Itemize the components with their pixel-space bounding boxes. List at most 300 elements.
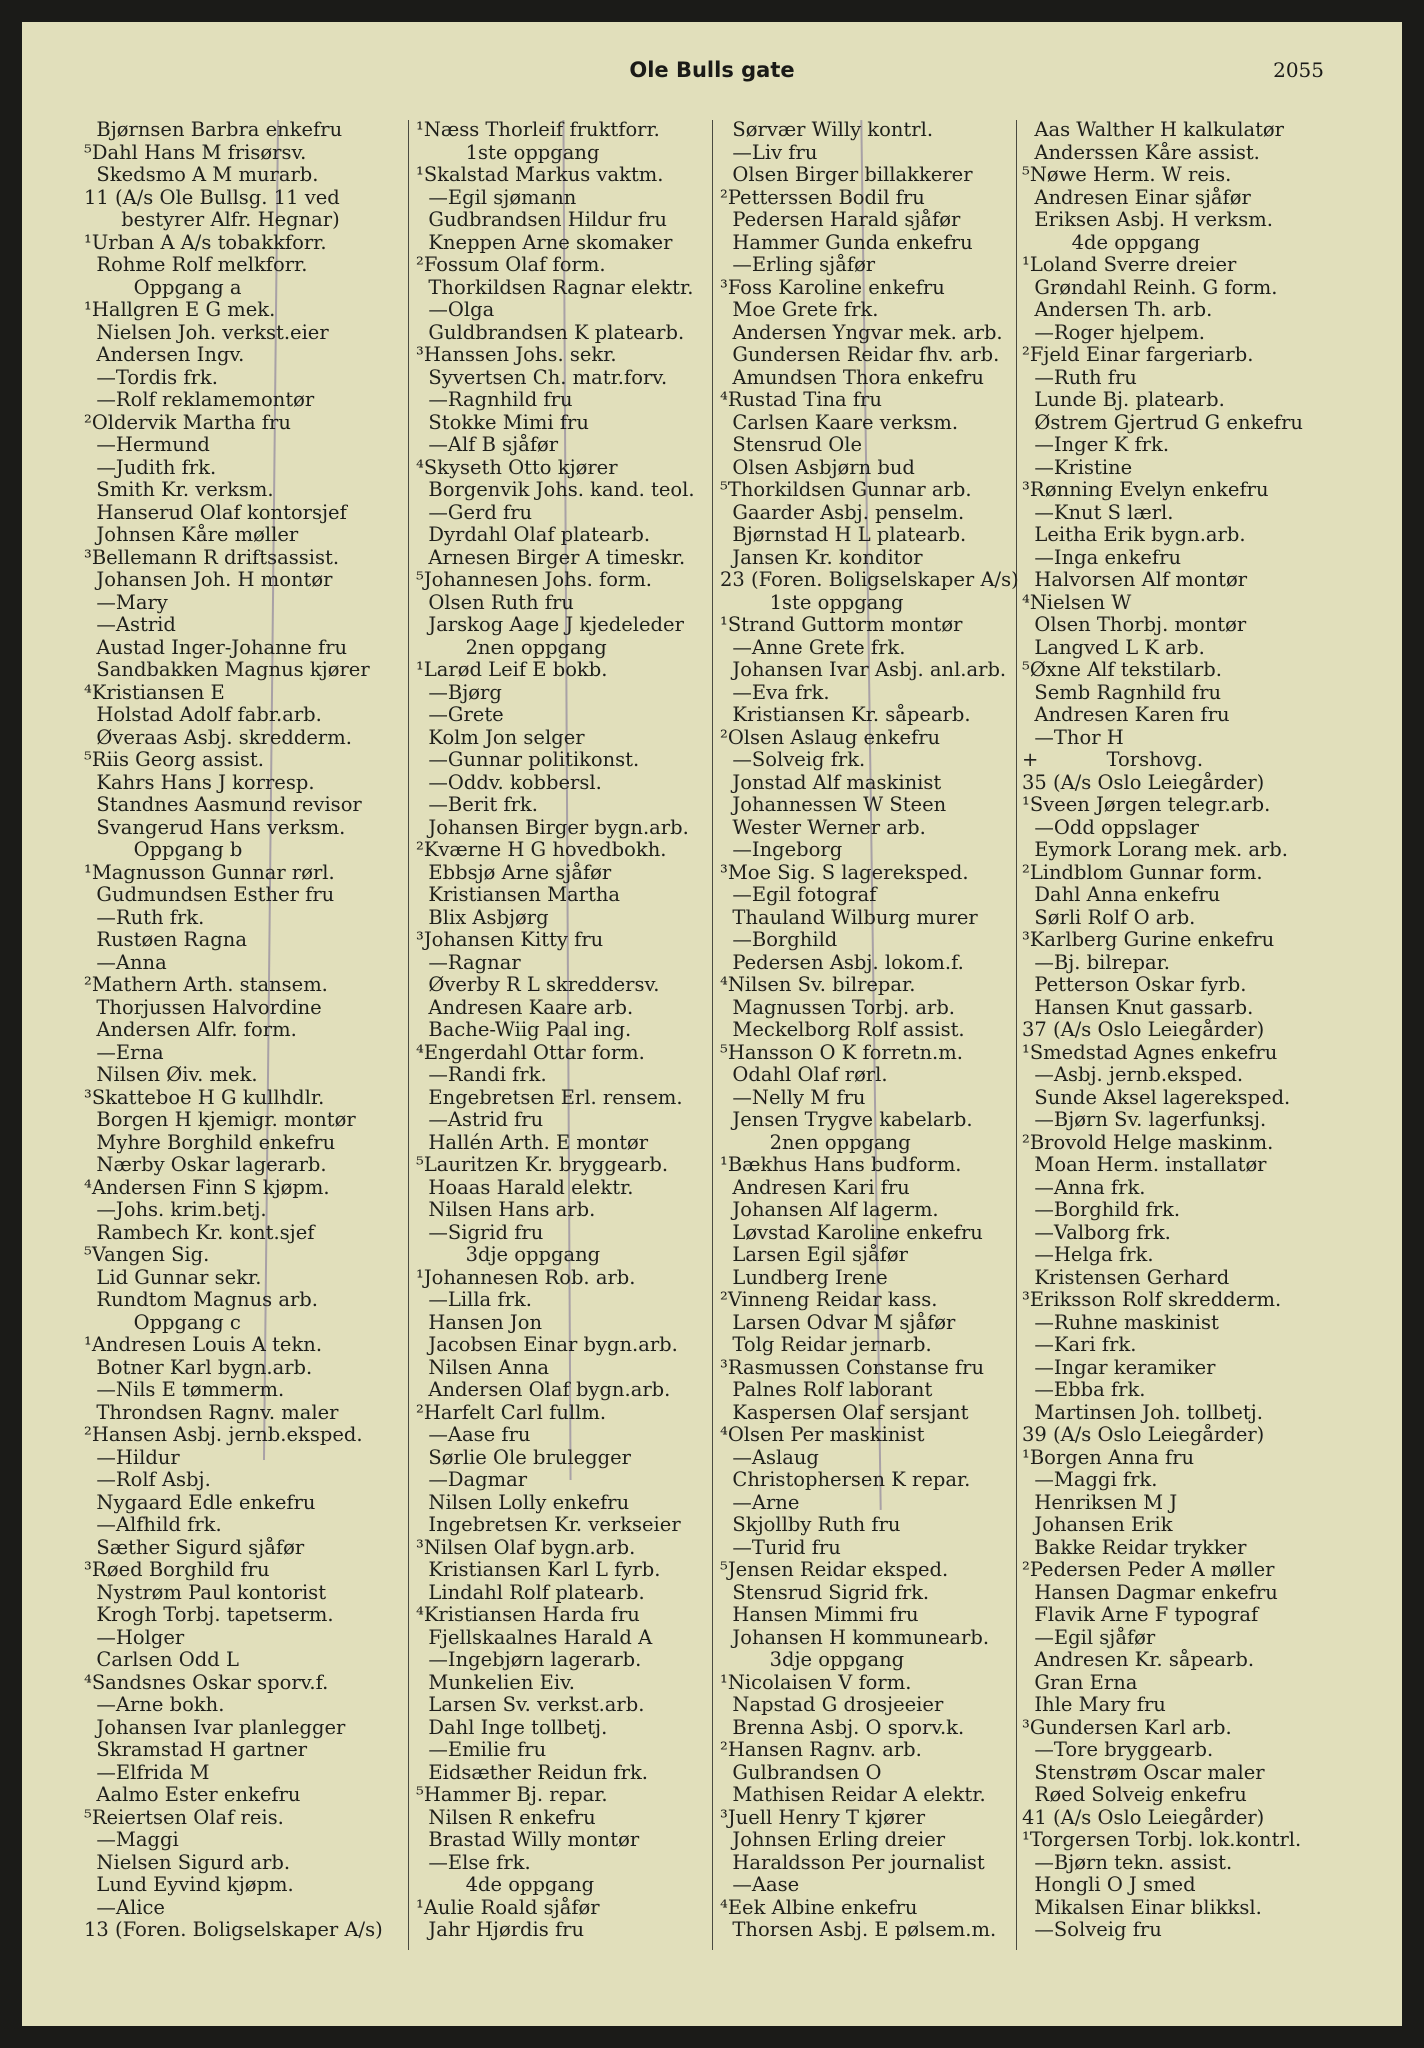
directory-entry: —Ragnar [416,950,521,974]
directory-entry: Johannessen W Steen [720,793,947,816]
directory-entry: —Hermund [84,433,210,456]
directory-entry: 3dje oppgang [416,1243,601,1266]
directory-entry: ²Pedersen Peder A møller [1022,1558,1275,1581]
directory-entry: —Gerd fru [416,500,533,524]
directory-entry: —Gunnar politikonst. [416,748,640,771]
directory-entry: Sunde Aksel lagereksped. [1022,1085,1291,1109]
directory-entry: 3dje oppgang [720,1648,905,1671]
directory-entry: Andresen Kari fru [720,1175,910,1199]
directory-entry: Moe Grete frk. [720,298,879,321]
directory-entry: Pedersen Harald sjåfør [720,208,961,231]
directory-entry: bestyrer Alfr. Hegnar) [84,208,340,231]
directory-entry: Johnsen Erling dreier [720,1828,946,1851]
directory-entry: —Aase fru [416,1423,531,1446]
directory-entry: ⁵Vangen Sig. [84,1243,210,1266]
directory-entry: ³Foss Karoline enkefru [720,275,945,299]
directory-entry: 11 (A/s Ole Bullsg. 11 ved [84,185,340,209]
directory-entry: Borgenvik Johs. kand. teol. [416,478,695,501]
directory-entry: Gran Erna [1022,1670,1138,1694]
directory-entry: Rustøen Ragna [84,928,247,951]
directory-entry: Nilsen R enkefru [416,1805,596,1829]
directory-entry: Blix Asbjørg [416,905,549,929]
page-number: 2055 [1273,58,1324,82]
directory-entry: —Maggi frk. [1022,1468,1158,1491]
directory-entry: ⁵Hansson O K forretn.m. [720,1040,963,1064]
directory-entry: Lundberg Irene [720,1265,888,1289]
directory-entry: —Borghild [720,928,838,951]
column-1 [84,119,383,1942]
directory-entry: Øverby R L skreddersv. [416,973,660,996]
directory-entry: 4de oppgang [416,1873,595,1896]
directory-entry: Skramstad H gartner [84,1738,308,1761]
directory-entry: ⁵Reiertsen Olaf reis. [84,1805,284,1829]
directory-entry: Nygaard Edle enkefru [84,1490,316,1514]
directory-entry: Amundsen Thora enkefru [720,365,984,389]
directory-entry: Andresen Karen fru [1022,703,1230,726]
directory-entry: 23 (Foren. Boligselskaper A/s) [720,568,1019,591]
directory-entry: —Ruth frk. [84,905,205,929]
directory-entry: ¹Aulie Roald sjåfør [416,1895,600,1919]
directory-entry: Holstad Adolf fabr.arb. [84,703,322,726]
directory-entry: Skedsmo A M murarb. [84,163,319,186]
directory-entry: Nærby Oskar lagerarb. [84,1153,327,1176]
directory-entry: 1ste oppgang [416,140,600,164]
directory-entry: ¹Smedstad Agnes enkefru [1022,1040,1278,1064]
directory-entry: Andersen Th. arb. [1022,298,1213,321]
directory-entry: —Ebba frk. [1022,1378,1146,1401]
directory-entry: —Egil sjåfør [1022,1625,1156,1649]
directory-entry: —Eva frk. [720,680,830,704]
directory-entry: Gudmundsen Esther fru [84,883,335,906]
directory-entry: Rohme Rolf melkforr. [84,253,308,276]
directory-entry: —Borghild frk. [1022,1198,1181,1221]
directory-entry: Øveraas Asbj. skredderm. [84,725,352,749]
directory-entry: Johansen Birger bygn.arb. [416,815,689,839]
directory-entry: Stenstrøm Oscar maler [1022,1760,1265,1784]
directory-entry: Røed Solveig enkefru [1022,1783,1247,1806]
directory-entry: Tolg Reidar jernarb. [720,1333,932,1356]
directory-entry: Johnsen Kåre møller [84,523,299,546]
directory-entry: ⁵Jensen Reidar eksped. [720,1558,949,1581]
directory-entry: —Thor H [1022,725,1124,749]
directory-entry: Stensrud Ole [720,433,863,456]
directory-entry: Jensen Trygve kabelarb. [720,1108,973,1131]
directory-entry: ²Mathern Arth. stansem. [84,973,328,996]
directory-entry: Kahrs Hans J korresp. [84,770,315,794]
directory-entry: Napstad G drosjeeier [720,1693,944,1716]
directory-entry: ¹Loland Sverre dreier [1022,253,1237,276]
directory-entry: Oppgang a [84,275,242,299]
directory-entry: —Aase [720,1873,800,1896]
directory-entry: —Holger [84,1625,185,1649]
directory-entry: —Odd oppslager [1022,815,1199,839]
directory-entry: ¹Magnusson Gunnar rørl. [84,860,335,884]
directory-entry: —Alfhild frk. [84,1513,222,1536]
directory-entry: Borgen H kjemigr. montør [84,1108,356,1131]
directory-entry: —Ruhne maskinist [1022,1310,1219,1334]
directory-entry: Olsen Thorbj. montør [1022,613,1247,636]
directory-entry: Sandbakken Magnus kjører [84,658,370,681]
directory-entry: Kristiansen Karl L fyrb. [416,1558,661,1581]
directory-entry: Martinsen Joh. tollbetj. [1022,1400,1263,1424]
directory-entry: —Alice [84,1895,165,1919]
directory-entry: ⁵Thorkildsen Gunnar arb. [720,478,972,501]
directory-entry: ³Skatteboe H G kullhdlr. [84,1085,325,1109]
directory-entry: Fjellskaalnes Harald A [416,1625,653,1649]
directory-entry: ³Gundersen Karl arb. [1022,1715,1232,1739]
directory-entry: —Else frk. [416,1850,531,1874]
directory-entry: Kaspersen Olaf sersjant [720,1400,969,1424]
directory-entry: ³Karlberg Gurine enkefru [1022,928,1275,951]
column-divider [408,120,409,1950]
directory-entry: ²Petterssen Bodil fru [720,185,925,209]
directory-entry: —Anne Grete frk. [720,635,906,659]
directory-entry: Nilsen Lolly enkefru [416,1490,630,1514]
directory-entry: —Solveig frk. [720,748,866,771]
directory-entry: Palnes Rolf laborant [720,1378,933,1401]
directory-entry: Munkelien Eiv. [416,1670,575,1694]
directory-entry: Andresen Einar sjåfør [1022,185,1251,209]
directory-entry: ²Fjeld Einar fargeriarb. [1022,343,1254,366]
directory-entry: Hongli O J smed [1022,1873,1196,1896]
directory-entry: —Grete [416,703,504,726]
directory-entry: ²Lindblom Gunnar form. [1022,860,1263,884]
directory-entry: Grøndahl Reinh. G form. [1022,275,1278,299]
directory-entry: ³Eriksson Rolf skredderm. [1022,1288,1282,1311]
directory-entry: Hallén Arth. E montør [416,1130,649,1154]
directory-entry: ³Hanssen Johs. sekr. [416,343,617,366]
directory-entry: Jacobsen Einar bygn.arb. [416,1333,678,1356]
directory-entry: —Elfrida M [84,1760,210,1784]
directory-entry: Christophersen K repar. [720,1468,971,1491]
directory-entry: Kolm Jon selger [416,725,585,749]
directory-entry: ³Nilsen Olaf bygn.arb. [416,1535,636,1559]
directory-entry: ⁴Kristiansen Harda fru [416,1603,640,1626]
directory-entry: Magnussen Torbj. arb. [720,995,956,1019]
directory-entry: Engebretsen Erl. rensem. [416,1085,683,1109]
directory-entry: Andersen Yngvar mek. arb. [720,320,1003,344]
directory-entry: Arnesen Birger A timeskr. [416,545,686,569]
directory-entry: Pedersen Asbj. lokom.f. [720,950,964,974]
directory-entry: Mikalsen Einar blikksl. [1022,1895,1262,1919]
directory-entry: —Astrid fru [416,1108,544,1131]
directory-entry: Andresen Kaare arb. [416,995,634,1019]
directory-entry: Gulbrandsen O [720,1760,882,1784]
directory-entry: Bakke Reidar trykker [1022,1535,1247,1559]
directory-entry: 35 (A/s Oslo Leiegårder) [1022,770,1265,794]
directory-entry: Andersen Olaf bygn.arb. [416,1378,671,1401]
directory-entry: ³Moe Sig. S lagereksped. [720,860,969,884]
directory-entry: ³Juell Henry T kjører [720,1805,926,1829]
directory-entry: —Sigrid fru [416,1220,544,1244]
directory-entry: —Anna [84,950,167,974]
directory-entry: Botner Karl bygn.arb. [84,1355,313,1379]
directory-entry: ²Kværne H G hovedbokh. [416,838,667,861]
directory-entry: Oppgang b [84,838,243,861]
directory-entry: ¹Næss Thorleif fruktforr. [416,118,660,141]
directory-entry: —Ingar keramiker [1022,1355,1216,1379]
directory-entry: ⁴Olsen Per maskinist [720,1423,925,1446]
directory-entry: —Rolf Asbj. [84,1468,211,1491]
directory-entry: Krogh Torbj. tapetserm. [84,1603,334,1626]
directory-entry: ¹Skalstad Markus vaktm. [416,163,664,186]
directory-entry: —Emilie fru [416,1738,547,1761]
directory-entry: 39 (A/s Oslo Leiegårder) [1022,1423,1265,1446]
column-4 [1022,119,1303,1942]
directory-entry: —Ingeborg [720,838,843,861]
directory-entry: Nielsen Joh. verkst.eier [84,320,329,344]
directory-entry: ²Olsen Aslaug enkefru [720,725,941,749]
directory-entry: 41 (A/s Oslo Leiegårder) [1022,1805,1265,1829]
directory-entry: 13 (Foren. Boligselskaper A/s) [84,1918,383,1941]
directory-entry: Brastad Willy montør [416,1828,640,1851]
directory-entry: Eriksen Asbj. H verksm. [1022,208,1273,231]
directory-entry: ³Røed Borghild fru [84,1558,270,1581]
directory-entry: —Bjørn tekn. assist. [1022,1850,1233,1874]
directory-entry: ¹Johannesen Rob. arb. [416,1265,636,1289]
directory-entry: Sæther Sigurd sjåfør [84,1535,305,1559]
directory-entry: Thorsen Asbj. E pølsem.m. [720,1918,997,1941]
page-title: Ole Bulls gate [629,58,795,82]
directory-entry: —Nelly M fru [720,1085,866,1109]
directory-entry: Lund Eyvind kjøpm. [84,1873,294,1896]
directory-entry: Petterson Oskar fyrb. [1022,973,1247,996]
directory-entry: Jansen Kr. konditor [720,545,923,569]
directory-entry: —Kristine [1022,455,1133,479]
directory-entry: Østrem Gjertrud G enkefru [1022,410,1303,434]
directory-entry: Brenna Asbj. O sporv.k. [720,1715,965,1739]
directory-entry: ²Harfelt Carl fullm. [416,1400,607,1424]
directory-entry: —Lilla frk. [416,1288,532,1311]
directory-entry: 1ste oppgang [720,590,904,614]
directory-entry: —Solveig fru [1022,1918,1162,1941]
directory-entry: ²Oldervik Martha fru [84,410,291,434]
directory-entry: Olsen Asbjørn bud [720,455,915,479]
directory-entry: Bjørnstad H L platearb. [720,523,967,546]
directory-entry: ³Bellemann R driftsassist. [84,545,340,569]
directory-entry: —Tore bryggearb. [1022,1738,1214,1761]
directory-entry: Rambech Kr. kont.sjef [84,1220,315,1244]
directory-entry: Austad Inger-Johanne fru [84,635,348,659]
directory-entry: Mathisen Reidar A elektr. [720,1783,986,1806]
directory-entry: 37 (A/s Oslo Leiegårder) [1022,1018,1265,1041]
directory-entry: ¹Urban A A/s tobakkforr. [84,230,327,254]
directory-entry: Gudbrandsen Hildur fru [416,208,667,231]
directory-entry: ⁴Skyseth Otto kjører [416,455,618,479]
directory-entry: Semb Ragnhild fru [1022,680,1222,704]
directory-entry: Throndsen Ragnv. maler [84,1400,339,1424]
directory-entry: ¹Bækhus Hans budform. [720,1153,962,1176]
directory-entry: Nilsen Hans arb. [416,1198,596,1221]
directory-entry: ²Hansen Asbj. jernb.eksped. [84,1423,363,1446]
directory-entry: —Aslaug [720,1445,819,1469]
directory-entry: ²Vinneng Reidar kass. [720,1288,938,1311]
directory-entry: —Turid fru [720,1535,841,1559]
directory-entry: Hammer Gunda enkefru [720,230,973,254]
directory-entry: —Olga [416,298,495,321]
directory-entry: —Randi frk. [416,1063,547,1086]
directory-entry: Hansen Jon [416,1310,543,1334]
directory-entry: Moan Herm. installatør [1022,1153,1267,1176]
column-divider [712,120,713,1950]
directory-entry: Kristensen Gerhard [1022,1265,1230,1289]
directory-entry: ¹Torgersen Torbj. lok.kontrl. [1022,1828,1302,1851]
directory-entry: Stensrud Sigrid frk. [720,1580,930,1604]
directory-entry: —Bj. bilrepar. [1022,950,1170,974]
directory-entry: ⁴Andersen Finn S kjøpm. [84,1175,330,1199]
directory-entry: —Johs. krim.betj. [84,1198,267,1221]
directory-entry: Flavik Arne F typograf [1022,1603,1259,1626]
directory-entry: Olsen Birger billakkerer [720,163,973,186]
directory-entry: Larsen Sv. verkst.arb. [416,1693,645,1716]
directory-entry: 2nen oppgang [416,635,607,659]
directory-entry: Eymork Lorang mek. arb. [1022,838,1288,861]
directory-entry: Rundtom Magnus arb. [84,1288,318,1311]
directory-entry: 4de oppgang [1022,230,1201,254]
directory-entry: ⁴Rustad Tina fru [720,388,882,411]
directory-entry: —Erna [84,1040,164,1064]
directory-entry: —Dagmar [416,1468,528,1491]
directory-entry: ¹Nicolaisen V form. [720,1670,912,1694]
directory-entry: ⁵Hammer Bj. repar. [416,1783,608,1806]
directory-entry: Larsen Odvar M sjåfør [720,1310,956,1334]
directory-entry: ²Brovold Helge maskinm. [1022,1130,1274,1154]
directory-entry: Aalmo Ester enkefru [84,1783,301,1806]
directory-entry: Johansen Alf lagerm. [720,1198,939,1221]
directory-entry: Carlsen Kaare verksm. [720,410,959,434]
directory-entry: —Anna frk. [1022,1175,1146,1199]
directory-entry: ⁵Øxne Alf tekstilarb. [1022,658,1222,681]
directory-entry: —Judith frk. [84,455,217,479]
column-3 [720,119,1019,1942]
directory-entry: —Egil fotograf [720,883,877,906]
directory-entry: ¹Larød Leif E bokb. [416,658,608,681]
directory-entry: ³Johansen Kitty fru [416,928,604,951]
directory-entry: —Egil sjømann [416,185,577,209]
directory-entry: Hansen Dagmar enkefru [1022,1580,1278,1604]
directory-entry: Ingebretsen Kr. verkseier [416,1513,681,1536]
directory-entry: Thorkildsen Ragnar elektr. [416,275,694,299]
directory-entry: Larsen Egil sjåfør [720,1243,908,1266]
directory-entry: Standnes Aasmund revisor [84,793,362,816]
directory-entry: ⁵Lauritzen Kr. bryggearb. [416,1153,669,1176]
directory-entry: Eidsæther Reidun frk. [416,1760,648,1784]
directory-entry: —Ingebjørn lagerarb. [416,1648,642,1671]
directory-entry: Svangerud Hans verksm. [84,815,346,839]
directory-entry: Nilsen Anna [416,1355,550,1379]
directory-entry: Johansen Erik [1022,1513,1173,1536]
directory-entry: —Bjørn Sv. lagerfunksj. [1022,1108,1267,1131]
directory-entry: Sørlie Ole brulegger [416,1445,631,1469]
directory-entry: 2nen oppgang [720,1130,911,1154]
directory-entry: Stokke Mimi fru [416,410,589,434]
directory-entry: Ebbsjø Arne sjåfør [416,860,612,884]
directory-entry: Olsen Ruth fru [416,590,574,614]
column-2 [416,119,695,1942]
directory-entry: + Torshovg. [1022,748,1204,771]
directory-entry: Bache-Wiig Paal ing. [416,1018,632,1041]
directory-entry: ⁴Kristiansen E [84,680,225,704]
directory-entry: Nielsen Sigurd arb. [84,1850,291,1874]
directory-entry: Smith Kr. verksm. [84,478,274,501]
directory-entry: Hoaas Harald elektr. [416,1175,634,1199]
directory-entry: —Arne [720,1490,800,1514]
directory-entry: ⁴Sandsnes Oskar sporv.f. [84,1670,329,1694]
directory-entry: Kristiansen Martha [416,883,621,906]
directory-entry: —Mary [84,590,168,614]
directory-entry: Dahl Anna enkefru [1022,883,1221,906]
directory-entry: —Maggi [84,1828,179,1851]
directory-entry: ³Rønning Evelyn enkefru [1022,478,1269,501]
directory-entry: Johansen Joh. H montør [84,568,333,591]
directory-entry: Nilsen Øiv. mek. [84,1063,258,1086]
directory-entry: Odahl Olaf rørl. [720,1063,888,1086]
directory-entry: Skjollby Ruth fru [720,1513,901,1536]
directory-entry: Thauland Wilburg murer [720,905,978,929]
directory-entry: —Alf B sjåfør [416,433,559,456]
directory-entry: Oppgang c [84,1310,241,1334]
directory-entry: ¹Sveen Jørgen telegr.arb. [1022,793,1271,816]
directory-entry: Hansen Knut gassarb. [1022,995,1254,1019]
directory-entry: Bjørnsen Barbra enkefru [84,118,343,141]
directory-entry: ¹Strand Guttorm montør [720,613,963,636]
directory-entry: Nystrøm Paul kontorist [84,1580,327,1604]
directory-entry: Dyrdahl Olaf platearb. [416,523,651,546]
directory-entry: —Kari frk. [1022,1333,1137,1356]
directory-entry: —Astrid [84,613,176,636]
directory-entry: ⁴Eek Albine enkefru [720,1895,918,1919]
directory-entry: —Arne bokh. [84,1693,225,1716]
directory-entry: Johansen H kommunearb. [720,1625,990,1649]
directory-entry: Dahl Inge tollbetj. [416,1715,608,1739]
directory-entry: Hansen Mimmi fru [720,1603,919,1626]
directory-entry: ³Rasmussen Constanse fru [720,1355,985,1379]
directory-entry: Løvstad Karoline enkefru [720,1220,983,1244]
directory-entry: ⁴Nilsen Sv. bilrepar. [720,973,916,996]
directory-entry: Guldbrandsen K platearb. [416,320,685,344]
directory-entry: ²Fossum Olaf form. [416,253,606,276]
directory-entry: —Erling sjåfør [720,253,876,276]
directory-entry: Kristiansen Kr. såpearb. [720,703,971,726]
directory-entry: —Liv fru [720,140,818,164]
directory-entry: Anderssen Kåre assist. [1022,140,1260,164]
directory-entry: ¹Andresen Louis A tekn. [84,1333,323,1356]
directory-entry: Gaarder Asbj. penselm. [720,500,965,524]
directory-entry: ⁴Engerdahl Ottar form. [416,1040,645,1064]
directory-entry: —Knut S lærl. [1022,500,1174,524]
directory-entry: Sørli Rolf O arb. [1022,905,1196,929]
directory-entry: Wester Werner arb. [720,815,926,839]
directory-entry: —Bjørg [416,680,502,704]
directory-entry: Lindahl Rolf platearb. [416,1580,645,1604]
directory-entry: —Ruth fru [1022,365,1137,389]
directory-entry: Leitha Erik bygn.arb. [1022,523,1246,546]
directory-entry: Kneppen Arne skomaker [416,230,673,254]
directory-entry: Syvertsen Ch. matr.forv. [416,365,668,389]
directory-entry: ¹Hallgren E G mek. [84,298,276,321]
directory-entry: Hanserud Olaf kontorsjef [84,500,347,524]
directory-entry: Lid Gunnar sekr. [84,1265,262,1289]
directory-entry: ⁵Johannesen Johs. form. [416,568,653,591]
directory-entry: —Hildur [84,1445,180,1469]
directory-entry: Sørvær Willy kontrl. [720,118,934,141]
directory-entry: —Roger hjelpem. [1022,320,1205,344]
directory-entry: Meckelborg Rolf assist. [720,1018,965,1041]
directory-entry: Henriksen M J [1022,1490,1178,1514]
directory-entry: —Nils E tømmerm. [84,1378,285,1401]
directory-entry: Haraldsson Per journalist [720,1850,985,1874]
directory-entry: Jonstad Alf maskinist [720,770,942,794]
